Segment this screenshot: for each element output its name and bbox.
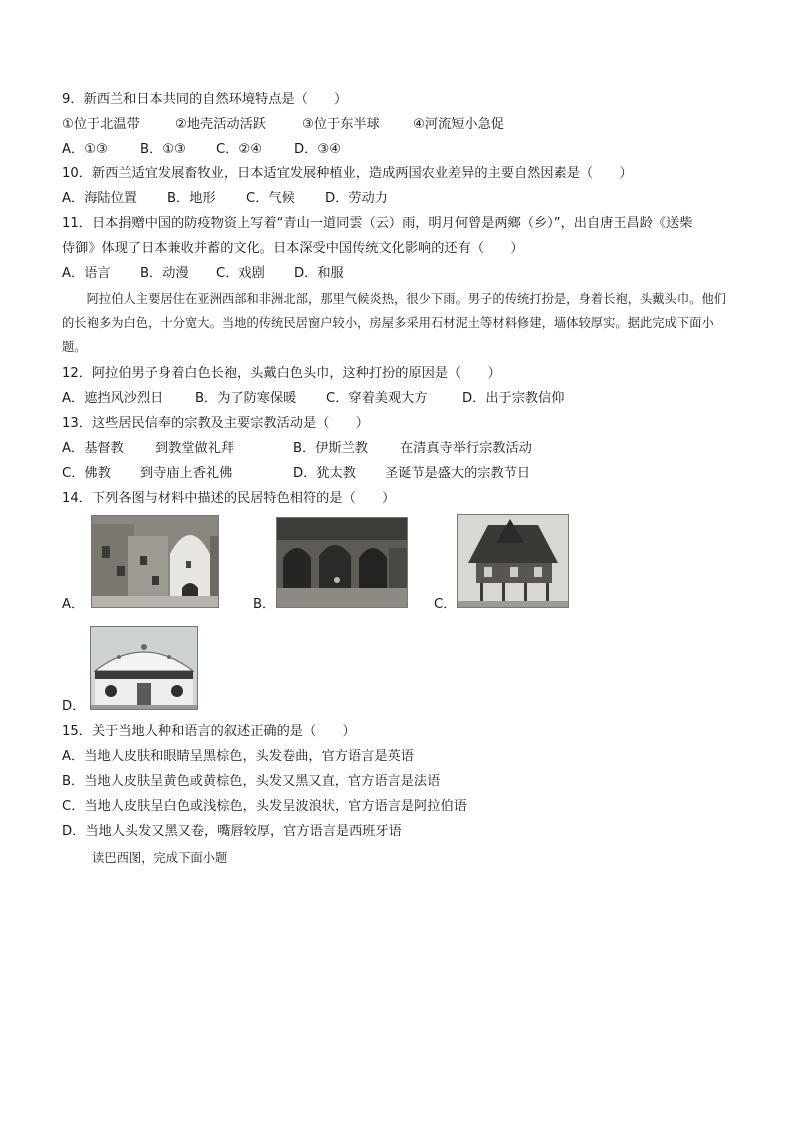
q11-option-b: B．动漫	[140, 266, 189, 281]
material-passage: 阿拉伯人主要居住在亚洲西部和非洲北部，那里气候炎热，很少下雨。男子的传统打扮是，身着长袍，头戴头巾。他们的长袍多为白色，十分宽大。当地的传统民居窗户较小，房屋多采用石材泥土等材料修建，墙体较厚实。据此完成下面小题。	[62, 292, 727, 354]
q13-option-c-desc: 到寺庙上香礼佛	[140, 466, 233, 481]
q12-stem: 12．阿拉伯男子身着白色长袍，头戴白色头巾，这种打扮的原因是（ ）	[62, 366, 501, 381]
q12-option-d: D．出于宗教信仰	[462, 391, 565, 406]
q15-option-d: D．当地人头发又黑又卷，嘴唇较厚，官方语言是西班牙语	[62, 824, 402, 839]
q13-option-c-label: C．佛教	[62, 466, 111, 481]
q11-stem-line2: 侍御》体现了日本兼收并蓄的文化。日本深受中国传统文化影响的还有（ ）	[62, 241, 524, 256]
image-c-drawing	[458, 515, 568, 607]
image-a-drawing	[92, 516, 218, 607]
q14-label-c: C．	[434, 597, 457, 612]
q15-option-b: B．当地人皮肤呈黄色或黄棕色，头发又黑又直，官方语言是法语	[62, 774, 441, 789]
q10-stem: 10．新西兰适宜发展畜牧业，日本适宜发展种植业，造成两国农业差异的主要自然因素是（ ）	[62, 166, 633, 181]
brazil-map-note: 读巴西图，完成下面小题	[92, 851, 228, 865]
q14-label-b: B．	[253, 597, 276, 612]
q12-option-a: A．遮挡风沙烈日	[62, 391, 164, 406]
q10-option-b: B．地形	[167, 191, 216, 206]
q9-statement-4: ④河流短小急促	[413, 117, 504, 132]
q9-option-c: C．②④	[216, 142, 263, 157]
q13-stem: 13．这些居民信奉的宗教及主要宗教活动是（ ）	[62, 416, 369, 431]
q14-label-a: A．	[62, 597, 85, 612]
q9-option-b: B．①③	[140, 142, 186, 157]
q13-option-a-label: A．基督教	[62, 441, 124, 456]
image-b-drawing	[277, 518, 407, 607]
q9-option-a: A．①③	[62, 142, 108, 157]
q9-statement-1: ①位于北温带	[62, 117, 140, 132]
image-c-stilt-house	[457, 514, 569, 608]
q14-stem: 14．下列各图与材料中描述的民居特色相符的是（ ）	[62, 491, 396, 506]
q13-option-a-desc: 到教堂做礼拜	[155, 441, 235, 456]
q9-stem: 9．新西兰和日本共同的自然环境特点是（ ）	[62, 92, 348, 107]
image-a-stone-houses	[91, 515, 219, 608]
q13-option-b-desc: 在清真寺举行宗教活动	[400, 441, 532, 456]
q11-stem-line1: 11．日本捐赠中国的防疫物资上写着“青山一道同雲（云）雨，明月何曾是两鄉（乡）”，出自唐王昌龄《送柴	[62, 216, 693, 231]
q9-statement-3: ③位于东半球	[302, 117, 380, 132]
q11-option-c: C．戏剧	[216, 266, 265, 281]
q13-option-b-label: B．伊斯兰教	[293, 441, 368, 456]
q10-option-a: A．海陆位置	[62, 191, 137, 206]
q12-option-c: C．穿着美观大方	[326, 391, 428, 406]
q9-option-d: D．③④	[294, 142, 341, 157]
q15-stem: 15．关于当地人种和语言的叙述正确的是（ ）	[62, 724, 356, 739]
q15-option-c: C．当地人皮肤呈白色或浅棕色，头发呈波浪状，官方语言是阿拉伯语	[62, 799, 467, 814]
q11-option-d: D．和服	[294, 266, 344, 281]
image-b-cave-dwellings	[276, 517, 408, 608]
q10-option-d: D．劳动力	[325, 191, 388, 206]
q10-option-c: C．气候	[246, 191, 295, 206]
image-d-drawing	[91, 627, 197, 709]
q11-option-a: A．语言	[62, 266, 111, 281]
q12-option-b: B．为了防寒保暖	[195, 391, 297, 406]
q13-option-d-desc: 圣诞节是盛大的宗教节日	[385, 466, 531, 481]
q13-option-d-label: D．犹太教	[293, 466, 356, 481]
q15-option-a: A．当地人皮肤和眼睛呈黑棕色，头发卷曲，官方语言是英语	[62, 749, 414, 764]
image-d-yurt	[90, 626, 198, 710]
q14-label-d: D．	[62, 699, 86, 714]
q9-statement-2: ②地壳活动活跃	[175, 117, 266, 132]
